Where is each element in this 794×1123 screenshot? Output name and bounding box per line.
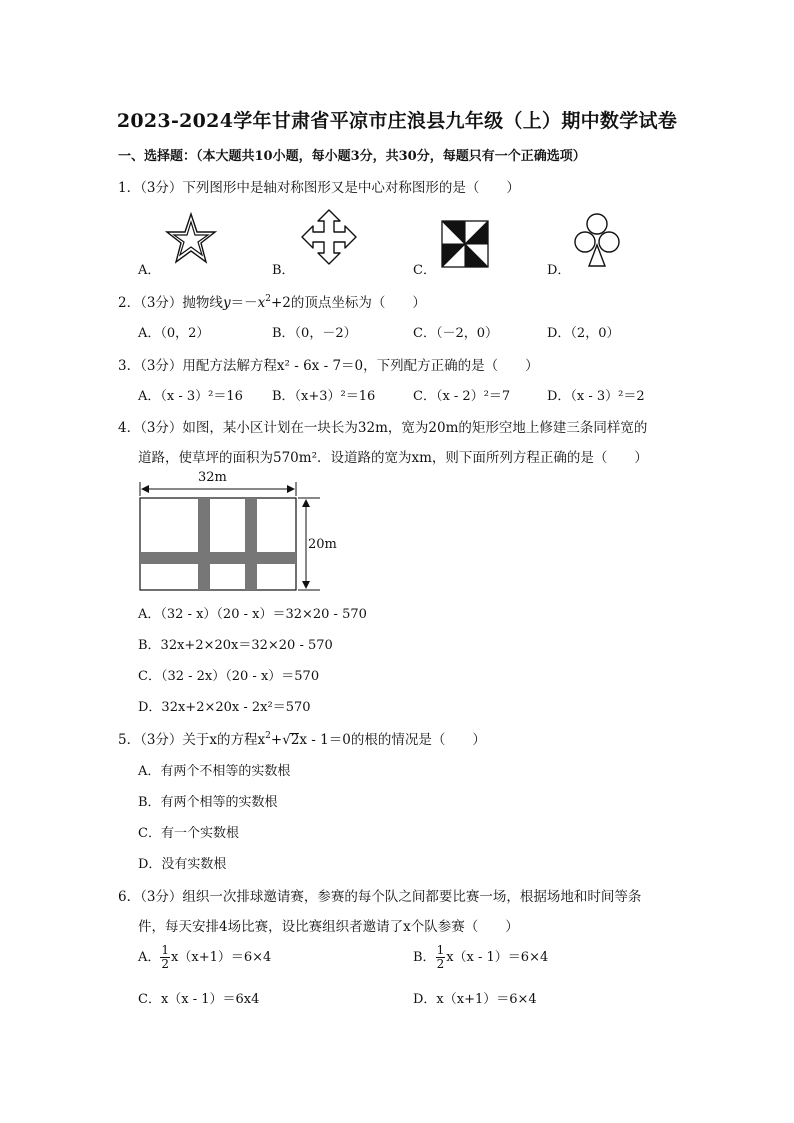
section-heading: 一、选择题：（本大题共10小题，每小题3分，共30分，每题只有一个正确选项） — [118, 149, 586, 164]
question-6-line-1: 6．（3分）组织一次排球邀请赛，参赛的每个队之间都要比赛一场，根据场地和时间等条 — [118, 889, 642, 905]
star-figure — [165, 212, 217, 268]
club-figure — [573, 211, 621, 269]
four-arrows-figure — [300, 208, 358, 266]
q2-option-d: D．（2，0） — [547, 326, 620, 341]
q4-option-b: B．32x+2×20x＝32×20 - 570 — [138, 638, 333, 653]
figure-length-label: 32m — [198, 470, 227, 485]
q5-option-d: D．没有实数根 — [138, 857, 227, 872]
q5-option-c: C．有一个实数根 — [138, 826, 239, 841]
q4-option-c: C．（32 - 2x）（20 - x）＝570 — [138, 669, 320, 684]
question-3-stem: 3．（3分）用配方法解方程x² - 6x - 7＝0，下列配方正确的是（ ） — [118, 358, 539, 374]
pinwheel-figure — [440, 219, 490, 269]
question-5-stem: 5．（3分）关于x的方程$x^2+√2x - 1=0$的根的情况是（ ） — [118, 731, 486, 748]
question-2-stem: 2．（3分）抛物线$y=-x^2+2$的顶点坐标为（ ） — [118, 294, 426, 311]
q1-option-c-label: C． — [413, 263, 436, 278]
page-title: 2023-2024学年甘肃省平凉市庄浪县九年级（上）期中数学试卷 — [116, 110, 678, 132]
question-1-stem: 1．（3分）下列图形中是轴对称图形又是中心对称图形的是（ ） — [118, 180, 520, 196]
q6-option-d: D．x（x+1）＝6×4 — [413, 992, 537, 1007]
q3-option-b: B．（x+3）²＝16 — [272, 389, 376, 404]
q6-option-b: B． $\frac{1}{2}$ x（x - 1）＝6×4 — [413, 943, 549, 971]
q3-option-a: A．（x - 3）²＝16 — [138, 389, 243, 404]
q2-option-b: B．（0，－2） — [272, 326, 357, 341]
q1-option-d-label: D． — [547, 263, 571, 278]
q6-option-a: A． $\frac{1}{2}$ x（x+1）＝6×4 — [138, 943, 272, 971]
q5-option-b: B．有两个相等的实数根 — [138, 795, 278, 810]
q4-option-a: A．（32 - x）（20 - x）＝32×20 - 570 — [138, 607, 367, 622]
q1-option-b-label: B． — [272, 263, 295, 278]
q5-option-a: A．有两个不相等的实数根 — [138, 764, 291, 779]
q1-option-a-label: A． — [138, 263, 161, 278]
question-4-line-1: 4．（3分）如图，某小区计划在一块长为32m，宽为20m的矩形空地上修建三条同样宽的 — [118, 420, 648, 436]
question-4-line-2: 道路，使草坪的面积为570m²．设道路的宽为xm，则下面所列方程正确的是（ ） — [138, 450, 648, 466]
q3-option-d: D．（x - 3）²＝2 — [547, 389, 645, 404]
q4-option-d: D．32x+2×20x - 2x²＝570 — [138, 700, 311, 715]
q2-option-c: C．（－2，0） — [413, 326, 498, 341]
q6-option-c: C．x（x - 1）＝6x4 — [138, 992, 260, 1007]
question-6-line-2: 件，每天安排4场比赛，设比赛组织者邀请了x个队参赛（ ） — [138, 919, 519, 935]
q2-option-a: A．（0，2） — [138, 326, 210, 341]
rectangle-road-figure — [130, 470, 350, 594]
figure-width-label: 20m — [308, 537, 337, 552]
q3-option-c: C．（x - 2）²＝7 — [413, 389, 511, 404]
